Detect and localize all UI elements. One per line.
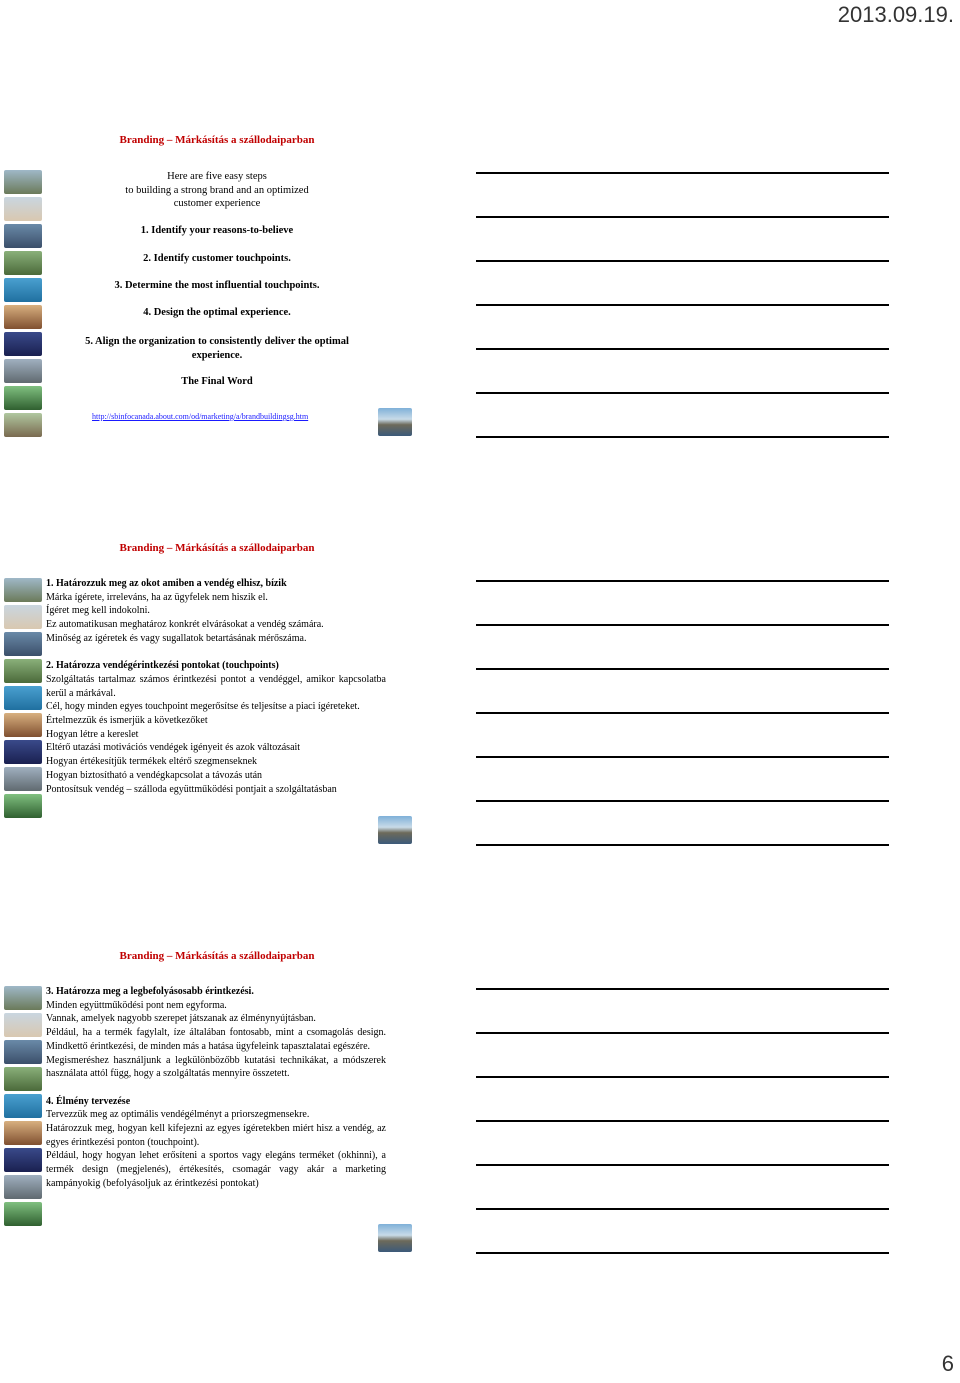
body-line: Cél, hogy minden egyes touchpoint megerősítse és teljesítse a piaci ígéreteket. [46,701,360,713]
hotel-photo-icon [4,197,42,221]
hotel-photo-icon [4,1148,42,1172]
notes-lines-2 [476,580,889,846]
body-line: Hogyan biztosítható a vendégkapcsolat a távozás után [46,769,263,781]
body-line: 1. Határozzuk meg az okot amiben a vendég elhisz, bízik [46,578,287,589]
note-line [476,756,889,758]
note-line [476,1252,889,1254]
hotel-photo-icon [4,659,42,683]
hotel-photo-icon [4,359,42,383]
body-line: Szolgáltatás tartalmaz számos érintkezési pontot a vendéggel, amikor kapcsolatba kerül a márkával. [46,673,386,699]
hotel-photo-icon [4,305,42,329]
hotel-photo-icon [4,1094,42,1118]
body-line: Megismeréshez használjunk a legkülönbözőbb kutatási technikákat, a módszerek használata attól függ, hogy a szolgáltatás mennyire összetett. [46,1054,386,1080]
date-header: 2013.09.19. [837,2,954,27]
body-line: Például, ha a termék fagylalt, íze általában fontosabb, mint a csomagolás design. Mindkettő érintkezési, de minden más a hatása ügyfeleink tapasztalatai egészére. [46,1027,386,1052]
body-line: Pontosítsuk vendég – szálloda együttműködési pontjait a szolgáltatásban [46,783,337,795]
note-line [476,1032,889,1034]
note-line [476,988,889,990]
body-line: Ez automatikusan meghatároz konkrét elvárásokat a vendég számára. [46,619,324,631]
hotel-photo-icon [4,413,42,437]
note-line [476,844,889,846]
slide-3 [0,946,440,1286]
body-line: Vannak, amelyek nagyobb szerepet játszanak az élménynyújtásban. [46,1013,316,1025]
hotel-photo-icon [4,1175,42,1199]
hotel-photo-icon [4,251,42,275]
body-line: 3. Határozza meg a legbefolyásosabb érintkezési. [46,986,254,997]
hotel-photo-icon [4,605,42,629]
note-line [476,172,889,174]
slide-2 [0,538,440,878]
hotel-photo-icon [4,686,42,710]
hotel-photo-icon [4,986,42,1010]
source-link[interactable]: http://sbinfocanada.about.com/od/marketing/a/brandbuildingsg.htm [92,412,309,421]
hotel-photo-icon [4,386,42,410]
body-line: Hogyan értékesítjük termékek eltérő szegmenseknek [46,756,258,768]
body-line: Márka ígérete, irreleváns, ha az ügyfelek nem hiszik el. [46,591,268,603]
hotel-photo-icon [4,1202,42,1226]
thumbnail-strip [4,986,44,1229]
body-line: Tervezzük meg az optimális vendégélményt a priorszegmensekre. [46,1109,310,1121]
body-line: Például, hogy hogyan lehet erősíteni a sportos vagy elegáns terméket (okhinni), a termék design (megjelenés), értékesítés, csomagár vagy akár a marketing kampányokig (befolyásoljuk az érintkezési pontokat) [46,1150,386,1189]
note-line [476,1076,889,1078]
body-line [46,646,386,660]
note-line [476,216,889,218]
notes-lines-3 [476,988,889,1254]
hotel-photo-icon [4,278,42,302]
note-line [476,260,889,262]
step-4: 4. Design the optimal experience. [143,307,291,318]
slide-body [46,985,386,1191]
note-line [476,1164,889,1166]
hotel-photo-icon [4,1040,42,1064]
body-line: Ígéret meg kell indokolni. [46,605,150,617]
step-1: 1. Identify your reasons-to-believe [140,225,294,236]
slide-body [46,577,386,796]
step-2: 2. Identify customer touchpoints. [143,253,291,264]
note-line [476,1120,889,1122]
body-line: Hogyan létre a kereslet [46,728,139,740]
hotel-photo-icon [378,1224,412,1252]
hotel-photo-icon [4,170,42,194]
note-line [476,624,889,626]
page-number: 6 [941,1351,954,1376]
hotel-photo-icon [4,578,42,602]
hotel-photo-icon [4,632,42,656]
body-line [46,1081,386,1095]
slide-title: Branding – Márkásítás a szállodaiparban [119,542,315,554]
body-line: Minden együttműködési pont nem egyforma. [46,999,227,1011]
note-line [476,668,889,670]
note-line [476,1208,889,1210]
hotel-photo-icon [4,794,42,818]
slide-title: Branding – Márkásítás a szállodaiparban [119,950,315,962]
hotel-photo-icon [4,767,42,791]
hotel-photo-icon [4,1121,42,1145]
hotel-photo-icon [4,224,42,248]
step-3: 3. Determine the most influential touchpoints. [114,280,320,291]
hotel-photo-icon [4,1013,42,1037]
thumbnail-strip [4,170,44,440]
slide-1 [0,130,440,470]
hotel-photo-icon [4,713,42,737]
hotel-photo-icon [378,408,412,436]
note-line [476,392,889,394]
body-line: Határozzuk meg, hogyan kell kifejezni az egyes ígéretekben miért hisz a vendég, az egyes érintkezési ponton (touchpoint). [46,1123,386,1148]
step-5: 5. Align the organization to consistently deliver the optimal experience. [85,336,349,361]
hotel-photo-icon [4,740,42,764]
body-line: Minőség az ígéretek és vagy sugallatok betartásának mérőszáma. [46,632,307,644]
intro-text: Here are five easy steps to building a strong brand and an optimized customer experience [125,171,309,210]
body-line: 2. Határozza vendégérintkezési pontokat (touchpoints) [46,660,279,672]
hotel-photo-icon [4,332,42,356]
body-line: 4. Élmény tervezése [46,1095,131,1107]
note-line [476,348,889,350]
body-line: Eltérő utazási motivációs vendégek igényeit és azok változásait [46,742,301,754]
note-line [476,436,889,438]
note-line [476,580,889,582]
slide-title: Branding – Márkásítás a szállodaiparban [119,134,315,146]
final-word: The Final Word [181,376,253,387]
body-line: Értelmezzük és ismerjük a következőket [46,715,208,727]
hotel-photo-icon [4,1067,42,1091]
note-line [476,304,889,306]
hotel-photo-icon [378,816,412,844]
thumbnail-strip [4,578,44,821]
notes-lines-1 [476,172,889,438]
note-line [476,712,889,714]
note-line [476,800,889,802]
